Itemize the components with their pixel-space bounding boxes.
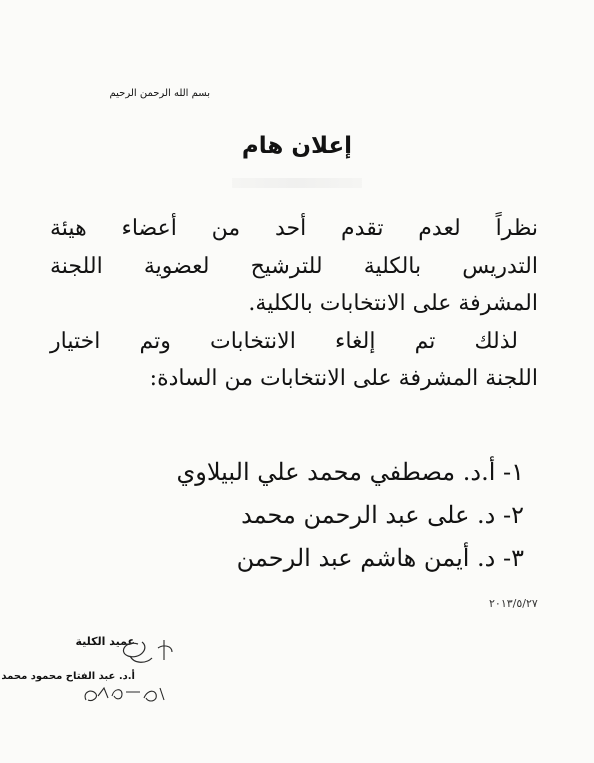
body-line: التدريس بالكلية للترشيح لعضوية اللجنة xyxy=(50,253,538,279)
committee-member: ١- أ.د. مصطفي محمد علي البيلاوي xyxy=(176,458,524,486)
dean-name: أ.د. عبد الفتاح محمود محمد xyxy=(1,671,135,682)
announcement-body xyxy=(50,210,538,398)
committee-member: ٣- د. أيمن هاشم عبد الرحمن xyxy=(236,544,524,572)
handwritten-signature xyxy=(68,630,208,710)
basmala: بسم الله الرحمن الرحيم xyxy=(109,88,210,99)
committee-member: ٢- د. على عبد الرحمن محمد xyxy=(241,501,524,529)
page-title: إعلان هام xyxy=(241,133,353,159)
faint-bleed-through xyxy=(232,178,362,188)
dean-title: عميد الكلية xyxy=(75,635,135,648)
body-line: نظراً لعدم تقدم أحد من أعضاء هيئة xyxy=(50,216,538,241)
body-line: اللجنة المشرفة على الانتخابات من السادة: xyxy=(149,366,538,391)
document-date: ٢٠١٣/٥/٢٧ xyxy=(489,597,538,610)
committee-list xyxy=(84,451,524,580)
body-line: لذلك تم إلغاء الانتخابات وتم اختيار xyxy=(50,328,518,354)
body-line: المشرفة على الانتخابات بالكلية. xyxy=(248,291,538,316)
